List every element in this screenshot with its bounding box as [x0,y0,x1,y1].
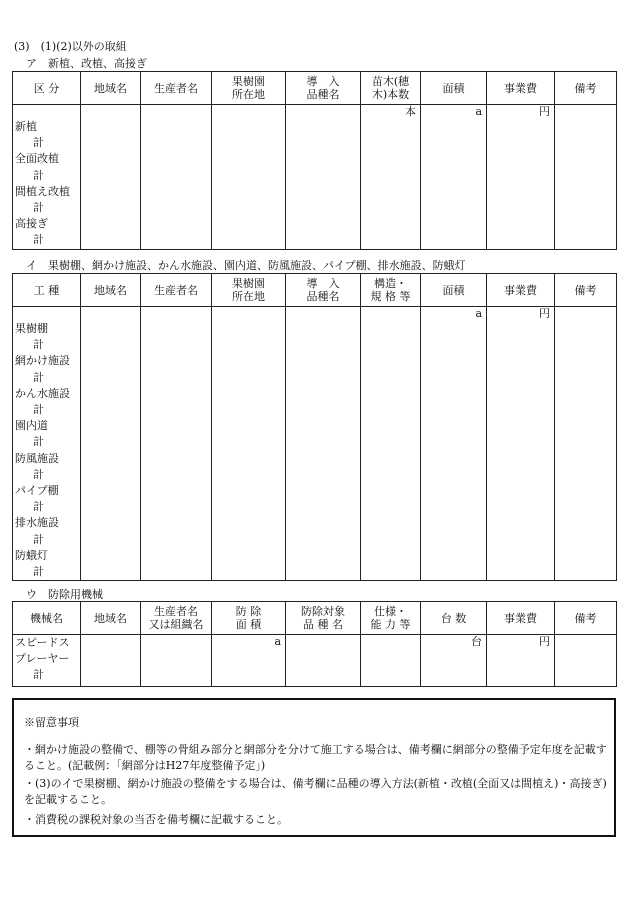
data-cell[interactable] [212,105,286,250]
header-cell: 防 除 面 積 [212,602,286,635]
header-cell: 備考 [555,274,617,307]
row-label: 間植え改植 [15,184,70,198]
data-cell[interactable] [141,307,212,581]
header-cell: 地域名 [81,602,141,635]
header-cell: 工 種 [13,274,81,307]
row-label-column [13,307,81,581]
row-label: 防風施設 [15,451,59,465]
header-cell: 導 入 品種名 [286,72,361,105]
row-total-label: 計 [33,403,44,417]
row-total-label: 計 [33,467,44,481]
data-cell[interactable] [286,635,361,687]
table-c-heading: ウ 防除用機械 [26,588,103,601]
row-label: 全面改植 [15,152,59,166]
header-cell: 事業費 [487,72,555,105]
unit-label[interactable]: 台 [421,635,487,687]
row-label: 果樹棚 [15,322,48,335]
row-total-label: 計 [33,370,44,384]
section-title: (3) (1)(2)以外の取組 [14,40,127,53]
header-cell: 地域名 [81,72,141,105]
data-cell[interactable] [81,635,141,687]
notes-title: ※留意事項 [24,716,79,729]
header-cell: 仕様・ 能 力 等 [361,602,421,635]
unit-label[interactable]: a [421,307,487,581]
header-cell: 導 入 品種名 [286,274,361,307]
data-cell[interactable] [81,307,141,581]
row-total-label: 計 [33,435,44,449]
header-cell: 備考 [555,72,617,105]
data-cell[interactable] [555,105,617,250]
unit-label[interactable]: 本 [361,105,421,250]
header-cell: 区 分 [13,72,81,105]
data-cell[interactable] [141,635,212,687]
header-cell: 地域名 [81,274,141,307]
row-label: 高接ぎ [15,217,48,231]
row-total-label: 計 [33,338,44,352]
unit-label[interactable]: 円 [487,635,555,687]
header-cell: 備考 [555,602,617,635]
row-label-column [13,635,81,687]
header-cell: 苗木(穂 木)本数 [361,72,421,105]
row-label: 園内道 [15,419,48,433]
data-cell[interactable] [81,105,141,250]
row-total-label: 計 [33,201,44,215]
row-total-label: 計 [33,233,44,247]
notes-box [12,698,616,837]
table-a [12,71,617,250]
note-item: ・網かけ施設の整備で、棚等の骨組み部分と網部分を分けて施工する場合は、備考欄に網部分の整備予定年度を記載すること。(記載例：「網部分はH27年度整備予定」) [24,743,607,772]
header-cell: 構造・ 規 格 等 [361,274,421,307]
header-cell: 事業費 [487,274,555,307]
row-label: スピードス プレーヤー [15,636,70,665]
unit-label[interactable]: 円 [487,105,555,250]
table-a-heading: ア 新植、改植、高接ぎ [26,57,147,70]
table-c [12,601,617,687]
header-cell: 台 数 [421,602,487,635]
row-total-label: 計 [33,500,44,514]
header-cell: 防除対象 品 種 名 [286,602,361,635]
note-item: ・(3)のイで果樹棚、網かけ施設の整備をする場合は、備考欄に品種の導入方法(新植・改植(全面又は間植え)・高接ぎ)を記載すること。 [24,777,607,806]
row-label: パイプ棚 [15,484,59,498]
row-total-label: 計 [33,168,44,182]
header-cell: 果樹園 所在地 [212,274,286,307]
header-cell: 生産者名 [141,274,212,307]
header-cell: 事業費 [487,602,555,635]
row-label: 防蛾灯 [15,548,48,562]
row-total-label: 計 [33,565,44,579]
row-total-label: 計 [33,532,44,546]
header-cell: 生産者名 [141,72,212,105]
data-cell[interactable] [361,307,421,581]
data-cell[interactable] [286,105,361,250]
row-label-column [13,105,81,250]
row-total-label: 計 [33,136,44,150]
data-cell[interactable] [555,635,617,687]
note-item: ・消費税の課税対象の当否を備考欄に記載すること。 [24,813,288,826]
data-cell[interactable] [286,307,361,581]
header-cell: 果樹園 所在地 [212,72,286,105]
row-label: 網かけ施設 [15,354,70,368]
row-total-label: 計 [33,668,44,681]
data-cell[interactable] [555,307,617,581]
unit-label[interactable]: 円 [487,307,555,581]
data-cell[interactable] [212,307,286,581]
row-label: 排水施設 [15,516,59,530]
data-cell[interactable] [141,105,212,250]
row-label: 新植 [15,120,37,133]
header-cell: 面積 [421,72,487,105]
header-cell: 機械名 [13,602,81,635]
unit-label[interactable]: a [421,105,487,250]
table-b [12,273,617,581]
header-cell: 生産者名 又は組織名 [141,602,212,635]
header-cell: 面積 [421,274,487,307]
data-cell[interactable] [361,635,421,687]
table-b-heading: イ 果樹棚、網かけ施設、かん水施設、園内道、防風施設、パイプ棚、排水施設、防蛾灯 [26,259,466,272]
unit-label[interactable]: a [212,635,286,687]
row-label: かん水施設 [15,386,70,400]
